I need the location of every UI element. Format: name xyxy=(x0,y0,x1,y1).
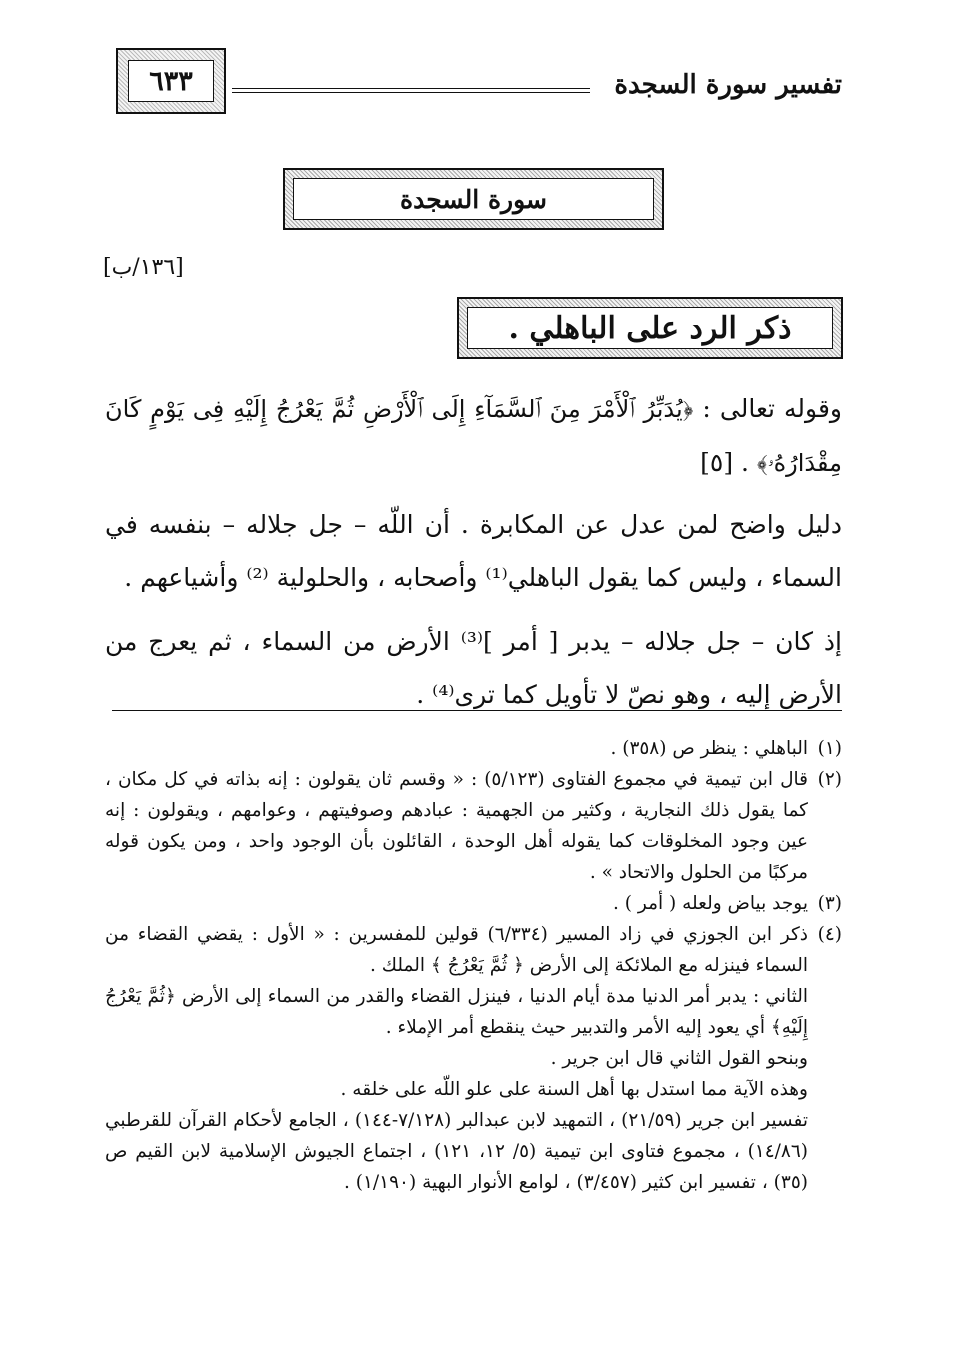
footnote-text: يوجد بياض ولعله ( أمر ) . xyxy=(613,893,808,914)
section-title-frame xyxy=(457,297,843,359)
footnote-4-evidence: وهذه الآية مما استدل بها أهل السنة على علو اللّه على خلقه . xyxy=(340,1079,808,1100)
running-title: تفسير سورة السجدة xyxy=(614,70,842,100)
footnote-number: (٢) xyxy=(817,769,842,790)
footnote-4 xyxy=(105,919,842,981)
footnote-number: (١) xyxy=(817,738,842,759)
footnotes xyxy=(105,733,842,1198)
footnote-4-references: تفسير ابن جرير (٢١/٥٩) ، التمهيد لابن عبدالبر (٧/١٢٨-١٤٤) ، الجامع لأحكام القرآن للقرطبي (١٤/٨٦) ، مجموع فتاوى ابن تيمية (٥/ ١٢، ١٢١) ، اجتماع الجيوش الإسلامية لابن القيم ص (٣٥) ، تفسير ابن كثير (٣/٤٥٧) ، لوامع الأنوار البهية (١/١٩٠) . xyxy=(105,1110,808,1193)
footnote-4-ibn-jarir: وبنحو القول الثاني قال ابن جرير . xyxy=(550,1048,808,1069)
footnote-number: (٣) xyxy=(817,893,842,914)
paragraph-verse xyxy=(105,382,842,490)
footnote-3 xyxy=(105,888,842,919)
quran-verse: ﴿يُدَبِّرُ ٱلْأَمْرَ مِنَ ٱلسَّمَآءِ إِلَى ٱلْأَرْضِ ثُمَّ يَعْرُجُ إِلَيْهِ فِى يَوْمٍ كَانَ مِقْدَارُهُۥ﴾ xyxy=(105,395,842,477)
footnote-text: قال ابن تيمية في مجموع الفتاوى (٥/١٢٣) : « وقسم ثان يقولون : إنه بذاته في كل مكان ، كما يقول ذلك النجارية ، وكثير من الجهمية : عبادهم وصوفيتهم ، وعوامهم ، ويقولون : إنه عين وجود المخلوقات كما يقوله أهل الوحدة ، القائلون بأن الوجود واحد ، ومن يكون قوله مركبًا من الحلول والاتحاد » . xyxy=(105,769,808,883)
footnote-number: (٤) xyxy=(817,924,842,945)
footnote-text: ذكر ابن الجوزي في زاد المسير (٦/٣٣٤) قولين للمفسرين : « الأول : يقضي القضاء من السماء فينزله مع الملائكة إلى الأرض ﴿ ثُمَّ يَعْرُجُ ﴾ الملك . xyxy=(105,924,808,976)
paragraph-explanation: إذ كان – جل جلاله – يدبر [ أمر ]⁽³⁾ الأرض من السماء ، ثم يعرج من الأرض إليه ، وهو نصّ لا تأويل كما ترى⁽⁴⁾ . xyxy=(105,627,842,709)
verse-lead: وقوله تعالى : xyxy=(702,394,842,423)
verse-reference: . [٥] xyxy=(700,448,749,477)
footnote-separator xyxy=(112,710,842,711)
footnote-text: الباهلي : ينظر ص (٣٥٨) . xyxy=(610,738,808,759)
paragraph-evidence: دليل واضح لمن عدل عن المكابرة . أن اللّه – جل جلاله – بنفسه في السماء ، وليس كما يقول الباهلي⁽¹⁾ وأصحابه ، والحلولية ⁽²⁾ وأشياعهم . xyxy=(105,510,842,592)
footnote-2 xyxy=(105,764,842,888)
manuscript-folio-ref: [١٣٦/ب] xyxy=(103,255,184,280)
header-rule xyxy=(232,88,590,93)
surah-title-frame xyxy=(283,168,664,230)
footnote-4-second-view: الثاني : يدبر أمر الدنيا مدة أيام الدنيا ، فينزل القضاء والقدر من السماء إلى الأرض ﴿ثُمَّ يَعْرُجُ إِلَيْهِ﴾ أي يعود إليه الأمر والتدبير حيث ينقطع أمر الإملاء . xyxy=(105,986,808,1038)
page-number: ٦٣٣ xyxy=(128,60,214,102)
footnote-1 xyxy=(105,733,842,764)
surah-title: سورة السجدة xyxy=(293,178,654,220)
section-title: ذكر الرد على الباهلي . xyxy=(467,307,833,349)
page-number-frame xyxy=(116,48,226,114)
